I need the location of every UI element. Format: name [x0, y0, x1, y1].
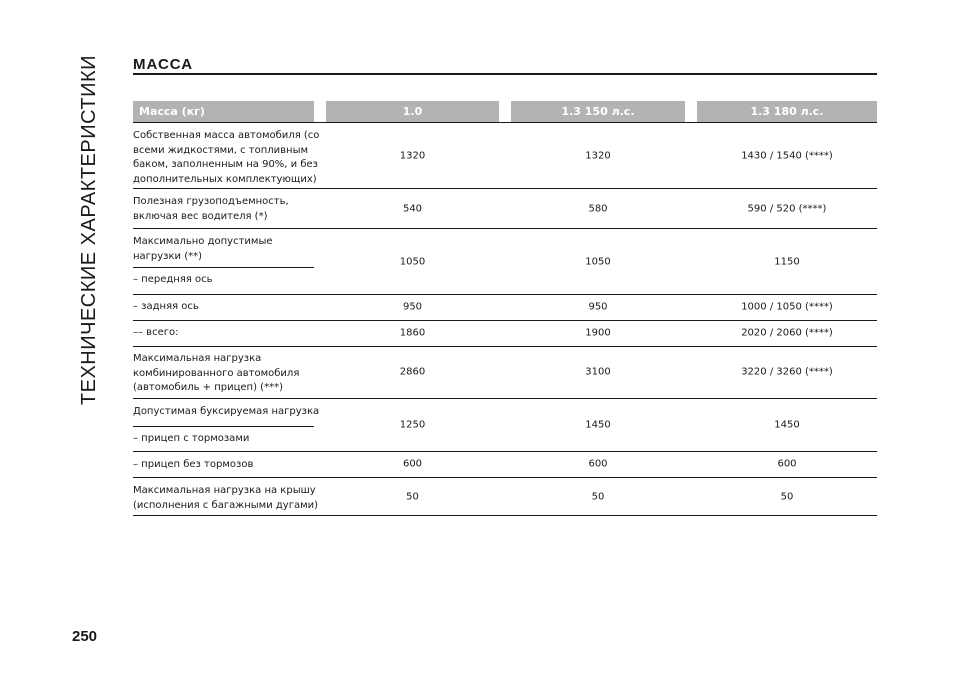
row-trailer-unbraked-value: 600	[402, 458, 423, 470]
row-combined-label: Максимальная нагрузка комбинированного автомобиля (автомобиль + прицеп) (***)	[133, 353, 300, 393]
page-number: 250	[72, 628, 98, 645]
row-divider	[133, 477, 877, 478]
row-towing-label: Допустимая буксируемая нагрузка	[133, 406, 320, 417]
row-payload-value: 540	[402, 203, 423, 215]
row-trailer-braked-value: 1450	[585, 419, 611, 431]
header-rule	[133, 122, 877, 123]
row-total-value: 1860	[399, 327, 426, 339]
row-front-axle-value: 1150	[774, 256, 800, 268]
row-divider	[133, 346, 877, 347]
row-roof-load-value: 50	[406, 491, 419, 503]
row-trailer-braked-label: – прицеп с тормозами	[133, 433, 250, 444]
row-divider	[133, 228, 877, 229]
row-payload-value: 580	[588, 203, 608, 215]
row-trailer-unbraked-value: 600	[777, 458, 797, 470]
row-payload-label: Полезная грузоподъемность, включая вес водителя (*)	[133, 196, 289, 222]
chapter-side-title	[70, 54, 108, 406]
row-combined-value: 3220 / 3260 (****)	[741, 366, 833, 378]
row-front-axle-label: – передняя ось	[133, 274, 213, 285]
row-curb-weight-value: 1320	[399, 150, 426, 162]
row-combined-value: 3100	[585, 366, 611, 378]
row-sub-divider	[133, 267, 314, 268]
row-front-axle-value: 1050	[399, 256, 426, 268]
row-sub-divider	[133, 426, 314, 427]
row-rear-axle-value: 950	[402, 301, 423, 313]
row-total-label: –– всего:	[133, 327, 179, 338]
row-total-value: 1900	[585, 327, 611, 339]
row-divider	[133, 188, 877, 189]
header-mass: Масса (кг)	[133, 101, 314, 122]
section-title: МАССА	[133, 56, 194, 73]
row-roof-load-value: 50	[780, 491, 794, 503]
row-divider	[133, 320, 877, 321]
row-rear-axle-value: 1000 / 1050 (****)	[741, 301, 833, 313]
row-divider	[133, 451, 877, 452]
row-combined-value: 2860	[399, 366, 426, 378]
title-rule	[133, 73, 877, 75]
row-divider	[133, 294, 877, 295]
chapter-side-title-text: ТЕХНИЧЕСКИЕ ХАРАКТЕРИСТИКИ	[77, 54, 100, 406]
row-trailer-unbraked-value: 600	[588, 458, 608, 470]
row-rear-axle-label: – задняя ось	[133, 301, 199, 312]
header-engine-1-0: 1.0	[326, 101, 499, 122]
row-total-value: 2020 / 2060 (****)	[741, 327, 833, 339]
header-engine-1-3-180: 1.3 180 л.с.	[697, 101, 877, 122]
row-curb-weight-value: 1430 / 1540 (****)	[741, 150, 833, 162]
row-curb-weight-label: Собственная масса автомобиля (со всеми жидкостями, с топливным баком, заполненным на 90%, и без дополнительных комплектующих)	[133, 130, 320, 185]
row-curb-weight-value: 1320	[585, 150, 611, 162]
row-trailer-braked-value: 1250	[399, 419, 426, 431]
row-payload-value: 590 / 520 (****)	[747, 203, 827, 215]
row-front-axle-value: 1050	[585, 256, 611, 268]
table-bottom-rule	[133, 515, 877, 516]
row-trailer-unbraked-label: – прицеп без тормозов	[133, 459, 254, 470]
row-roof-load-value: 50	[591, 491, 605, 503]
row-rear-axle-value: 950	[588, 301, 608, 313]
row-roof-load-label: Максимальная нагрузка на крышу (исполнения с багажными дугами)	[133, 485, 319, 511]
row-max-loads-label: Максимально допустимые нагрузки (**)	[133, 236, 273, 262]
row-trailer-braked-value: 1450	[774, 419, 800, 431]
header-engine-1-3-150: 1.3 150 л.с.	[511, 101, 685, 122]
row-divider	[133, 398, 877, 399]
